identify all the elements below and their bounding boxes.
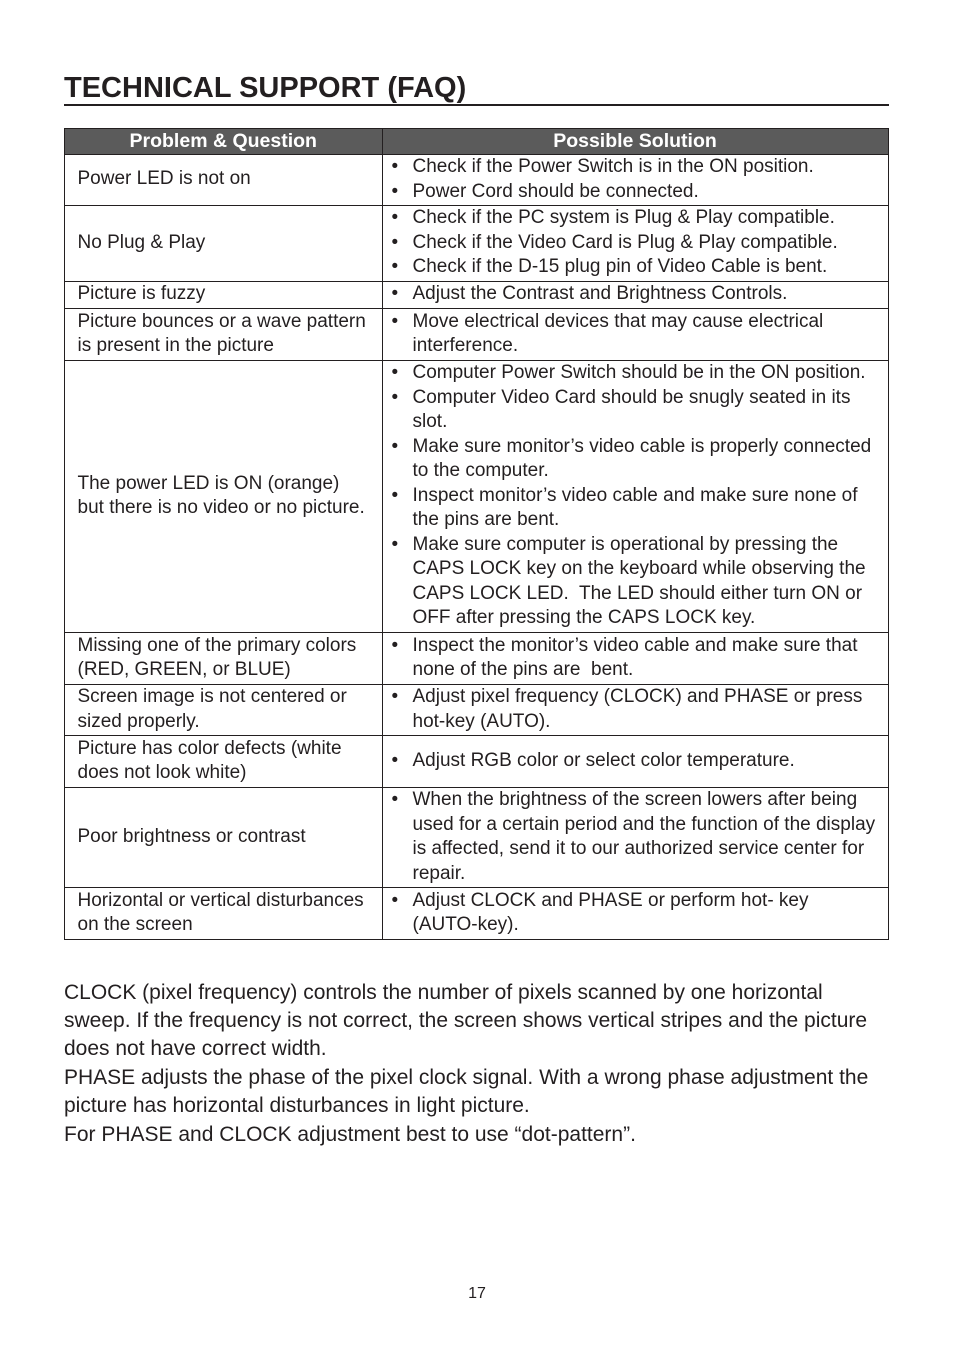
- solution-text: Move electrical devices that may cause electrical interference.: [412, 310, 824, 356]
- bullet-icon: [392, 435, 413, 484]
- solution-text: Adjust RGB color or select color temperature.: [412, 749, 795, 771]
- solution-item: [392, 155, 888, 180]
- solution-text: Inspect monitor’s video cable and make sure none of the pins are bent.: [412, 484, 858, 531]
- solution-item: [392, 533, 888, 631]
- problem-cell: [65, 633, 383, 685]
- solution-item: [392, 788, 888, 886]
- problem-text: No Plug & Play: [77, 231, 206, 253]
- solution-text: Check if the Video Card is Plug & Play compatible.: [412, 231, 838, 253]
- faq-table: [64, 128, 889, 940]
- faq-row-color-defects: [65, 736, 889, 788]
- problem-text: Picture has color defects (white does not look white): [77, 737, 342, 783]
- problem-text: Poor brightness or contrast: [77, 825, 306, 847]
- bullet-icon: [392, 180, 413, 205]
- bullet-icon: [392, 231, 413, 256]
- solution-text: Inspect the monitor’s video cable and make sure that none of the pins are bent.: [412, 634, 858, 680]
- solution-text: Power Cord should be connected.: [412, 180, 699, 202]
- solution-cell: [383, 888, 889, 940]
- solution-text: Check if the D-15 plug pin of Video Cable is bent.: [412, 256, 828, 278]
- solution-cell: [383, 633, 889, 685]
- problem-cell: [65, 888, 383, 940]
- problem-cell: [65, 309, 383, 361]
- solution-item: [392, 180, 888, 205]
- solution-cell: [383, 206, 889, 282]
- solution-cell: [383, 788, 889, 888]
- solution-text: Check if the Power Switch is in the ON position.: [412, 156, 814, 177]
- solution-item: [392, 484, 888, 533]
- solution-item: [392, 435, 888, 484]
- solution-text: Check if the PC system is Plug & Play compatible.: [412, 207, 835, 229]
- problem-text: Picture bounces or a wave pattern is present in the picture: [77, 310, 366, 356]
- problem-cell: [65, 736, 383, 788]
- bullet-icon: [392, 206, 413, 231]
- solution-item: [392, 749, 888, 774]
- faq-row-disturbances: [65, 888, 889, 940]
- problem-text: Power LED is not on: [77, 168, 251, 190]
- notes-section: [64, 979, 889, 1150]
- solution-cell: [383, 685, 889, 736]
- solution-text: Adjust the Contrast and Brightness Controls.: [412, 283, 788, 305]
- header-solution-cell: [383, 129, 889, 155]
- faq-header-row: [65, 129, 889, 155]
- solution-item: [392, 634, 888, 683]
- problem-text: Horizontal or vertical disturbances on the screen: [77, 889, 364, 935]
- bullet-icon: [392, 889, 413, 938]
- faq-row-led-on-no-video: [65, 361, 889, 633]
- solution-item: [392, 255, 888, 280]
- problem-text: Screen image is not centered or sized properly.: [77, 686, 347, 732]
- problem-cell: [65, 206, 383, 282]
- faq-row-picture-fuzzy: [65, 282, 889, 309]
- solution-text: Computer Video Card should be snugly seated in its slot.: [412, 386, 851, 433]
- page-number: 17: [468, 1285, 486, 1302]
- note-phase: PHASE adjusts the phase of the pixel clock signal. With a wrong phase adjustment the picture has horizontal disturbances in light picture.: [64, 1066, 869, 1117]
- problem-cell: [65, 155, 383, 206]
- bullet-icon: [392, 533, 413, 631]
- solution-text: Make sure computer is operational by pressing the CAPS LOCK key on the keyboard while observing the CAPS LOCK LED. The LED should either turn ON or OFF after pressing the CAPS LOCK key.: [412, 533, 866, 629]
- problem-text: Picture is fuzzy: [77, 283, 206, 305]
- bullet-icon: [392, 788, 413, 886]
- bullet-icon: [392, 484, 413, 533]
- bullet-icon: [392, 685, 413, 734]
- problem-cell: [65, 685, 383, 736]
- solution-item: [392, 361, 888, 386]
- header-problem-cell: [65, 129, 383, 155]
- solution-item: [392, 889, 888, 938]
- solution-item: [392, 310, 888, 359]
- faq-row-missing-primary-color: [65, 633, 889, 685]
- solution-item: [392, 282, 888, 307]
- bullet-icon: [392, 255, 413, 280]
- bullet-icon: [392, 310, 413, 359]
- bullet-icon: [392, 634, 413, 683]
- bullet-icon: [392, 749, 413, 774]
- solution-cell: [383, 361, 889, 633]
- bullet-icon: [392, 155, 413, 180]
- faq-row-no-plug-and-play: [65, 206, 889, 282]
- title-underline: [64, 104, 889, 106]
- solution-text: When the brightness of the screen lowers after being used for a certain period and the function of the display is affected, send it to our authorized service center for repair.: [412, 789, 876, 884]
- note-dot-pattern: For PHASE and CLOCK adjustment best to use “dot-pattern”.: [64, 1123, 636, 1146]
- solution-cell: [383, 155, 889, 206]
- solution-cell: [383, 736, 889, 788]
- problem-text: Missing one of the primary colors (RED, GREEN, or BLUE): [77, 634, 357, 680]
- note-clock: CLOCK (pixel frequency) controls the number of pixels scanned by one horizontal sweep. If the frequency is not correct, the screen shows vertical stripes and the picture does not have correct width.: [64, 981, 868, 1060]
- bullet-icon: [392, 386, 413, 435]
- problem-cell: [65, 282, 383, 309]
- problem-cell: [65, 788, 383, 888]
- faq-row-picture-bounces: [65, 309, 889, 361]
- problem-text: The power LED is ON (orange) but there is no video or no picture.: [77, 472, 365, 518]
- solution-item: [392, 386, 888, 435]
- faq-row-image-not-centered: [65, 685, 889, 736]
- solution-item: [392, 231, 888, 256]
- faq-row-power-led-off: [65, 155, 889, 206]
- solution-item: [392, 685, 888, 734]
- solution-text: Computer Power Switch should be in the ON position.: [412, 362, 866, 384]
- solution-cell: [383, 282, 889, 309]
- header-problem-label: Problem & Question: [129, 130, 317, 153]
- page-title: TECHNICAL SUPPORT (FAQ): [64, 72, 467, 104]
- solution-item: [392, 206, 888, 231]
- solution-text: Make sure monitor’s video cable is properly connected to the computer.: [412, 435, 872, 482]
- header-solution-label: Possible Solution: [553, 130, 717, 153]
- bullet-icon: [392, 361, 413, 386]
- problem-cell: [65, 361, 383, 633]
- solution-text: Adjust CLOCK and PHASE or perform hot- key (AUTO-key).: [412, 889, 809, 935]
- solution-text: Adjust pixel frequency (CLOCK) and PHASE or press hot-key (AUTO).: [412, 686, 863, 732]
- faq-row-poor-brightness: [65, 788, 889, 888]
- solution-cell: [383, 309, 889, 361]
- bullet-icon: [392, 282, 413, 307]
